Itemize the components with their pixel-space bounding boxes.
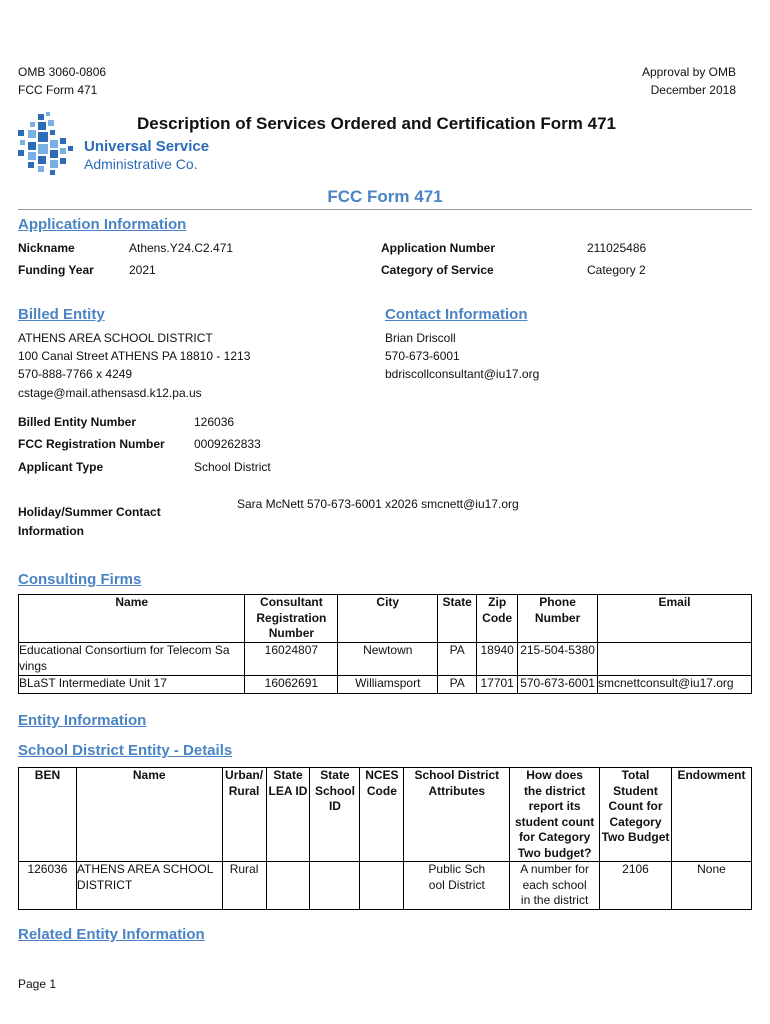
- applicant-type-label: Applicant Type: [18, 460, 104, 474]
- col-name: Name: [19, 595, 245, 643]
- col-urban-rural: Urban/ Rural: [222, 768, 266, 862]
- billed-entity-heading: Billed Entity: [18, 306, 105, 323]
- fcc-reg-value: 0009262833: [194, 437, 261, 451]
- col-student-count-method: How does the district report its student count for Category Two budget?: [510, 768, 600, 862]
- ben-value: 126036: [194, 415, 235, 429]
- holiday-contact-value: Sara McNett 570-673-6001 x2026 smcnett@iu17.org: [237, 497, 519, 511]
- school-district-table: [18, 767, 752, 910]
- consulting-header-row: [19, 595, 752, 643]
- consultant-zip: 18940: [477, 643, 518, 676]
- form-number: FCC Form 471: [18, 83, 98, 97]
- consultant-email: smcnettconsult@iu17.org: [598, 676, 752, 694]
- consultant-crn: 16062691: [245, 676, 338, 694]
- col-zip: Zip Code: [477, 595, 518, 643]
- consultant-city: Williamsport: [338, 676, 438, 694]
- consultant-crn: 16024807: [245, 643, 338, 676]
- consulting-firms-heading: Consulting Firms: [18, 571, 142, 588]
- usac-logo-icon: [16, 112, 78, 180]
- entity-state-school-id: [310, 862, 360, 910]
- omb-number: OMB 3060-0806: [18, 65, 107, 79]
- entity-total-students: 2106: [600, 862, 672, 910]
- entity-urban-rural: Rural: [222, 862, 266, 910]
- col-city: City: [338, 595, 438, 643]
- nickname-value: Athens.Y24.C2.471: [129, 241, 234, 255]
- page-number: Page 1: [18, 977, 57, 991]
- consultant-state: PA: [438, 643, 477, 676]
- consultant-city: Newtown: [338, 643, 438, 676]
- col-endowment: Endowment: [671, 768, 751, 862]
- col-total-student-count: Total Student Count for Category Two Budget: [600, 768, 672, 862]
- billed-entity-email: cstage@mail.athensasd.k12.pa.us: [18, 386, 202, 400]
- fcc-reg-label: FCC Registration Number: [18, 437, 165, 451]
- table-row: [19, 643, 752, 676]
- page-title: Description of Services Ordered and Certification Form 471: [137, 114, 616, 133]
- table-row: [19, 862, 752, 910]
- related-entity-heading: Related Entity Information: [18, 926, 205, 943]
- entity-ben: 126036: [19, 862, 77, 910]
- holiday-contact-label-2: Information: [18, 524, 84, 538]
- contact-info-heading: Contact Information: [385, 306, 528, 323]
- billed-entity-address: 100 Canal Street ATHENS PA 18810 - 1213: [18, 349, 251, 363]
- col-state-lea-id: State LEA ID: [266, 768, 310, 862]
- consultant-name: Educational Consortium for Telecom Sa vings: [19, 643, 245, 676]
- funding-year-value: 2021: [129, 263, 156, 277]
- title-divider: [18, 209, 752, 210]
- col-phone: Phone Number: [518, 595, 598, 643]
- col-entity-name: Name: [76, 768, 222, 862]
- billed-entity-phone: 570-888-7766 x 4249: [18, 367, 133, 381]
- app-number-label: Application Number: [381, 241, 496, 255]
- entity-state-lea-id: [266, 862, 310, 910]
- consultant-phone: 570-673-6001: [518, 676, 598, 694]
- entity-header-row: [19, 768, 752, 862]
- billed-entity-name: ATHENS AREA SCHOOL DISTRICT: [18, 331, 213, 345]
- entity-info-heading: Entity Information: [18, 712, 147, 729]
- consultant-email: [598, 643, 752, 676]
- consultant-name: BLaST Intermediate Unit 17: [19, 676, 245, 694]
- entity-count-method: A number for each school in the district: [510, 862, 600, 910]
- col-ben: BEN: [19, 768, 77, 862]
- col-state: State: [438, 595, 477, 643]
- entity-nces-code: [360, 862, 404, 910]
- entity-attributes: Public Sch ool District: [404, 862, 510, 910]
- application-info-heading: Application Information: [18, 216, 187, 233]
- consultant-state: PA: [438, 676, 477, 694]
- nickname-label: Nickname: [18, 241, 75, 255]
- table-row: [19, 676, 752, 694]
- form-title: FCC Form 471: [327, 187, 443, 206]
- consulting-firms-table: [18, 594, 752, 694]
- omb-approval: Approval by OMB: [641, 65, 736, 79]
- consultant-phone: 215-504-5380: [518, 643, 598, 676]
- contact-email: bdriscollconsultant@iu17.org: [385, 367, 540, 381]
- contact-name: Brian Driscoll: [385, 331, 456, 345]
- category-value: Category 2: [587, 263, 646, 277]
- consultant-zip: 17701: [477, 676, 518, 694]
- col-nces-code: NCES Code: [360, 768, 404, 862]
- applicant-type-value: School District: [194, 460, 271, 474]
- category-label: Category of Service: [381, 263, 494, 277]
- app-number-value: 211025486: [587, 241, 647, 255]
- ben-label: Billed Entity Number: [18, 415, 137, 429]
- contact-phone: 570-673-6001: [385, 349, 460, 363]
- funding-year-label: Funding Year: [18, 263, 94, 277]
- col-district-attributes: School District Attributes: [404, 768, 510, 862]
- logo-text-line2: Administrative Co.: [84, 156, 198, 172]
- school-district-details-heading: School District Entity - Details: [18, 742, 233, 759]
- col-consultant-reg: Consultant Registration Number: [245, 595, 338, 643]
- entity-name: ATHENS AREA SCHOOL DISTRICT: [76, 862, 222, 910]
- col-email: Email: [598, 595, 752, 643]
- holiday-contact-label-1: Holiday/Summer Contact: [18, 505, 161, 519]
- form-date: December 2018: [650, 83, 736, 97]
- col-state-school-id: State School ID: [310, 768, 360, 862]
- entity-endowment: None: [671, 862, 751, 910]
- logo-text-line1: Universal Service: [84, 138, 210, 155]
